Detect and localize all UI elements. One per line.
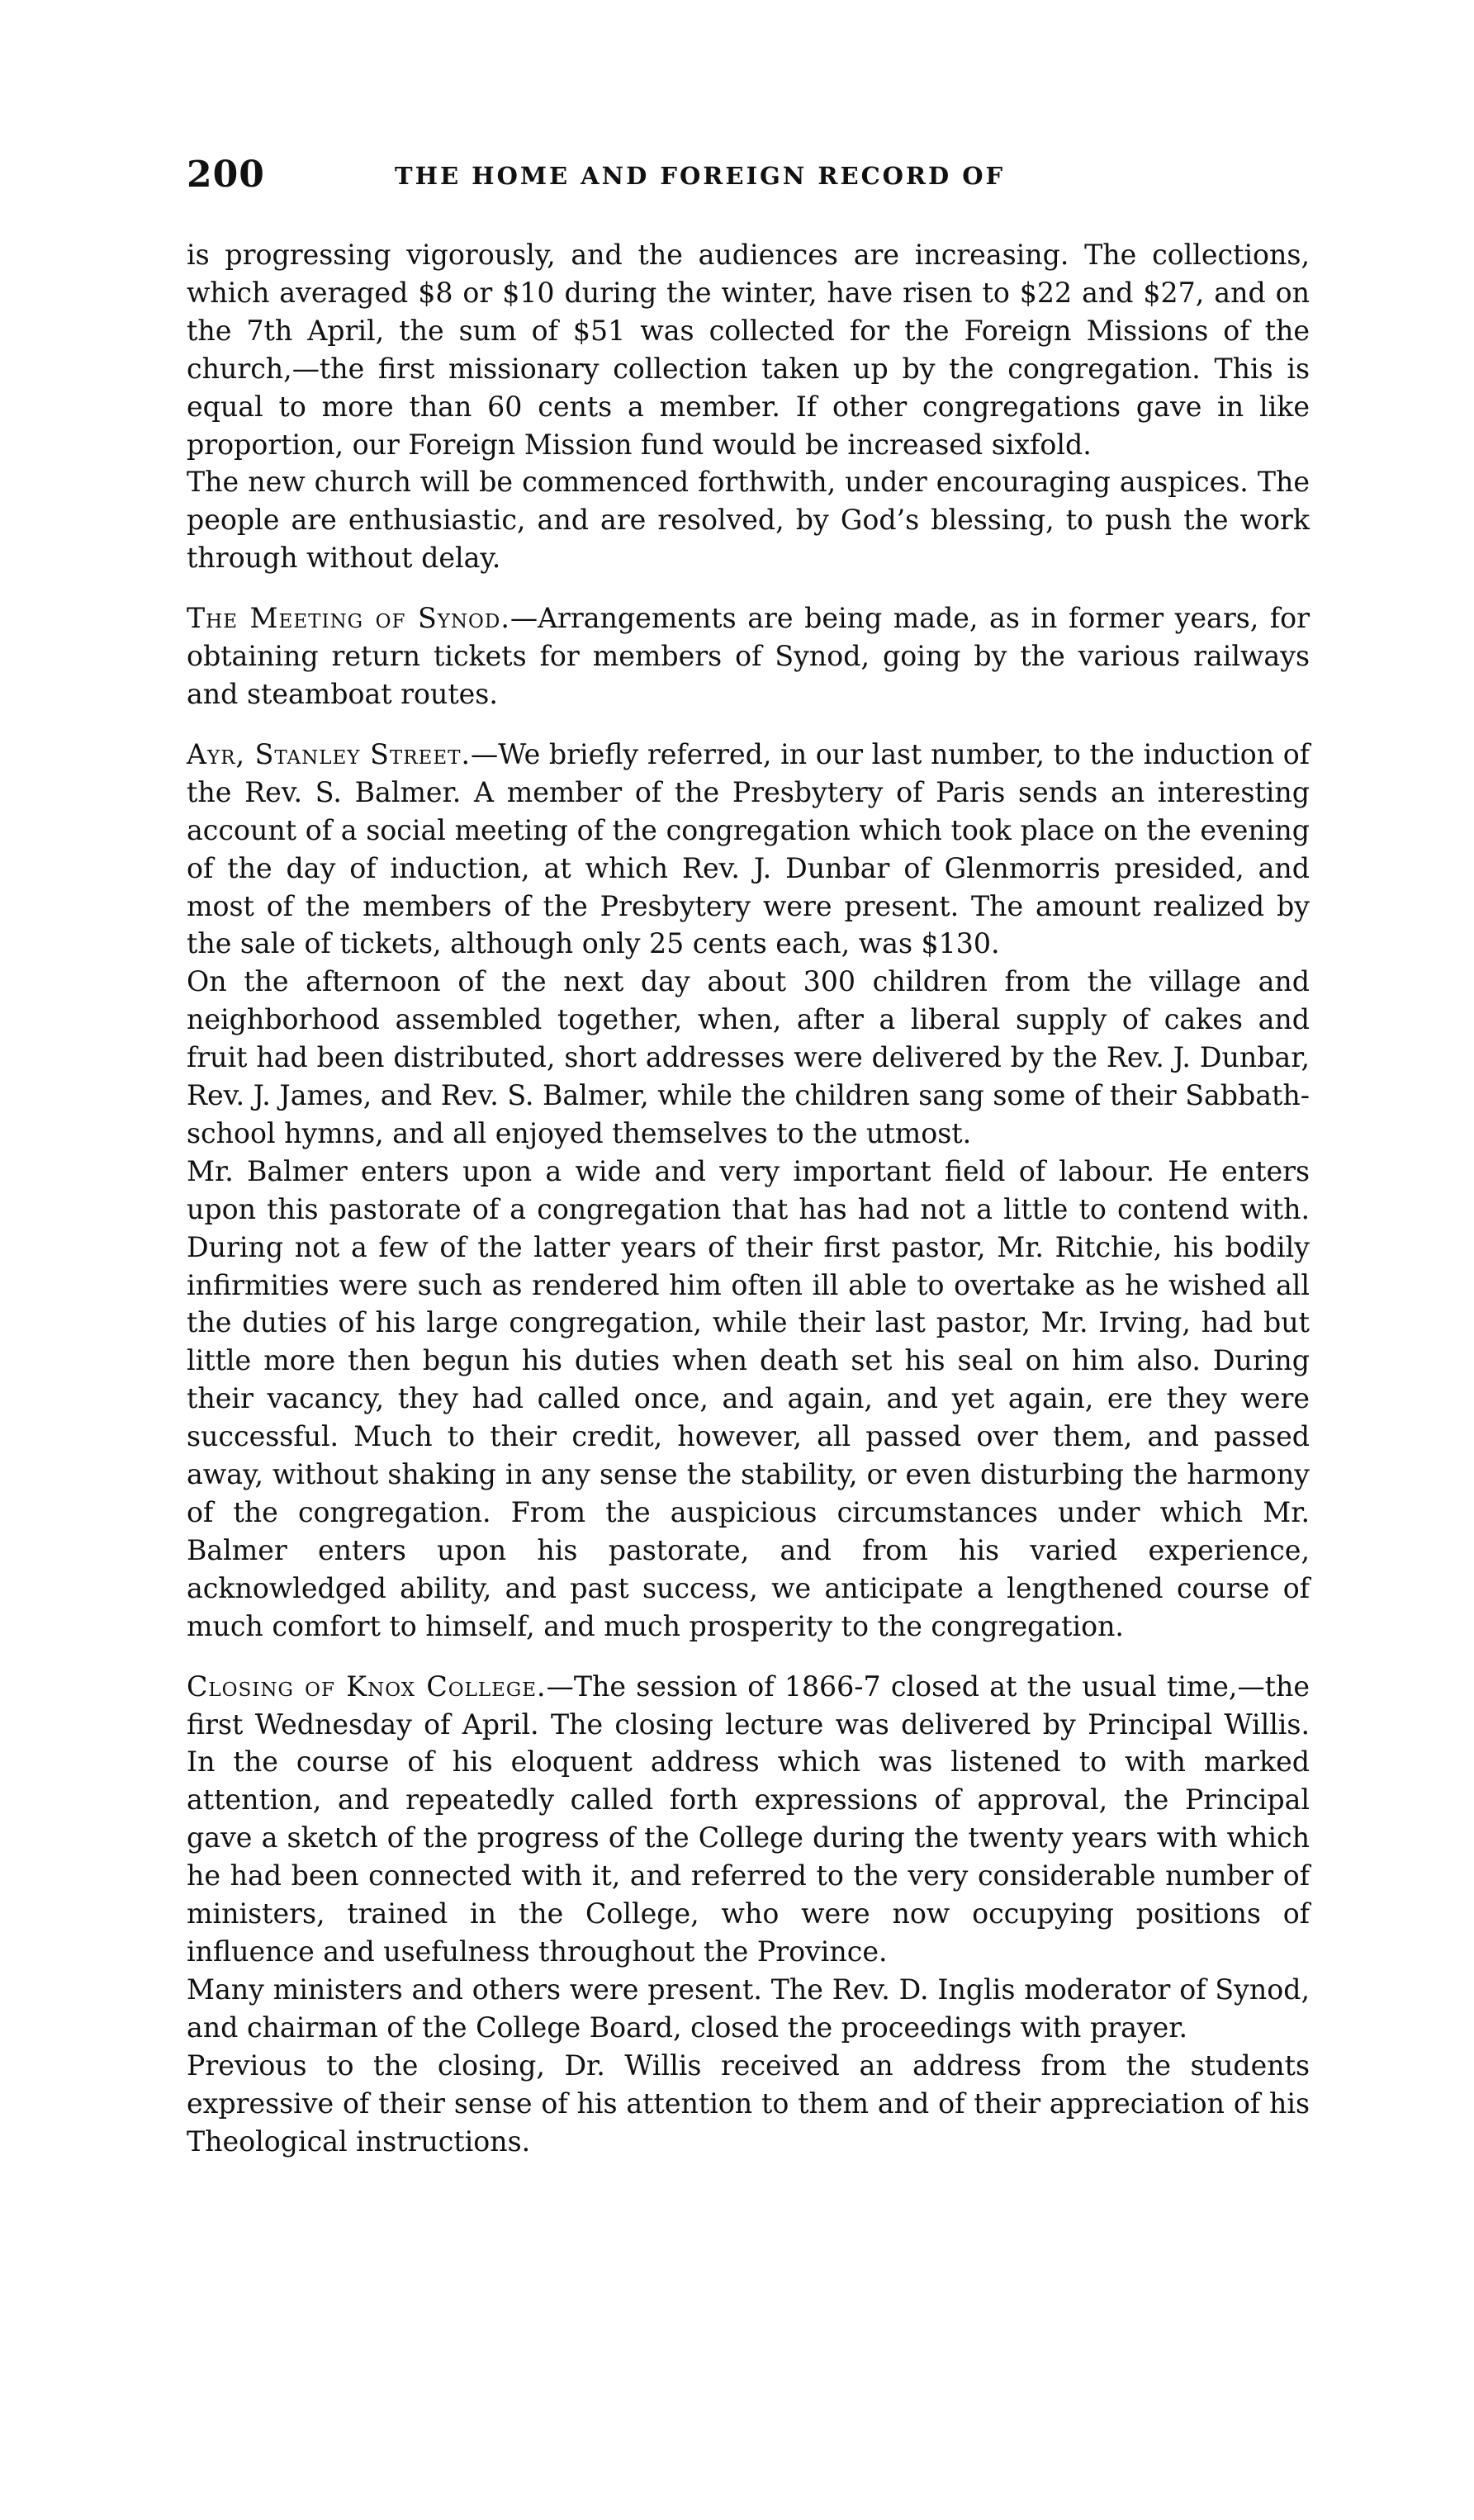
paragraph-children-gathering — [187, 963, 1310, 1153]
paragraph-balmer-pastorate — [187, 1153, 1310, 1646]
paragraph-text: Mr. Balmer enters upon a wide and very important field of labour. He enters upon this pastorate of a congregation that has had not a little to contend with. During not a few of the latter years of their first pastor, Mr. Ritchie, his bodily infirmities were such as rendered him often ill able to overtake as he wished all the duties of his large congregation, while their last pastor, Mr. Irving, had but little more then begun his duties when death set his seal on him also. During their vacancy, they had called once, and again, and yet again, ere they were successful. Much to their credit, however, all passed over them, and passed away, without shaking in any sense the stability, or even disturbing the harmony of the congregation. From the auspicious circumstances under which Mr. Balmer enters upon his pastorate, and from his varied experience, acknowledged ability, and past success, we anticipate a lengthened course of much comfort to himself, and much prosperity to the congregation. — [187, 1154, 1310, 1642]
paragraph-closing-of-knox-college — [187, 1668, 1310, 1971]
article-body — [187, 236, 1310, 2160]
page-number: 200 — [187, 154, 265, 196]
paragraph-ayr-stanley-street — [187, 736, 1310, 963]
paragraph-text: The new church will be commenced forthwith, under encouraging auspices. The people are enthusiastic, and are resolved, by God’s blessing, to push the work through without delay. — [187, 466, 1310, 575]
paragraph-text: Previous to the closing, Dr. Willis received an address from the students expressive of their sense of his attention to them and of their appreciation of his Theological instructions. — [187, 2049, 1310, 2158]
paragraph-text: —The session of 1866-7 closed at the usual time,—the first Wednesday of April. The closing lecture was delivered by Principal Willis. In the course of his eloquent address which was listened to with marked attention, and repeatedly called forth expressions of approval, the Principal gave a sketch of the progress of the College during the twenty years with which he had been connected with it, and referred to the very considerable number of ministers, trained in the College, who were now occupying positions of influence and usefulness throughout the Province. — [187, 1670, 1310, 1968]
paragraph-student-address — [187, 2047, 1310, 2161]
paragraph-text: —We briefly referred, in our last number, to the induction of the Rev. S. Balmer. A member of the Presbytery of Paris sends an interesting account of a social meeting of the congregation which took place on the evening of the day of induction, at which Rev. J. Dunbar of Glenmorris presided, and most of the members of the Presbytery were present. The amount realized by the sale of tickets, although only 25 cents each, was $130. — [187, 737, 1310, 960]
paragraph-collections — [187, 236, 1310, 463]
section-heading: Ayr, Stanley Street. — [187, 737, 472, 770]
paragraph-text: On the afternoon of the next day about 300 children from the village and neighborhood assembled together, when, after a liberal supply of cakes and fruit had been distributed, short addresses were delivered by the Rev. J. Dunbar, Rev. J. James, and Rev. S. Balmer, while the children sang some of their Sabbath-school hymns, and all enjoyed themselves to the utmost. — [187, 965, 1310, 1149]
paragraph-text: —Arrangements are being made, as in former years, for obtaining return tickets for members of Synod, going by the various railways and steamboat routes. — [187, 602, 1310, 710]
section-heading: The Meeting of Synod. — [187, 602, 510, 635]
paragraph-text: is progressing vigorously, and the audiences are increasing. The collections, which averaged $8 or $10 during the winter, have risen to $22 and $27, and on the 7th April, the sum of $51 was collected for the Foreign Missions of the church,—the first missionary collection taken up by the congregation. This is equal to more than 60 cents a member. If other congregations gave in like proportion, our Foreign Mission fund would be increased sixfold. — [187, 239, 1310, 461]
paragraph-ministers-present — [187, 1971, 1310, 2047]
running-header — [187, 154, 1310, 195]
running-title: THE HOME AND FOREIGN RECORD OF — [395, 162, 1006, 190]
paragraph-text: Many ministers and others were present. The Rev. D. Inglis moderator of Synod, and chairman of the College Board, closed the proceedings with prayer. — [187, 1973, 1310, 2044]
paragraph-meeting-of-synod — [187, 599, 1310, 713]
paragraph-new-church — [187, 463, 1310, 577]
section-heading: Closing of Knox College. — [187, 1670, 547, 1703]
